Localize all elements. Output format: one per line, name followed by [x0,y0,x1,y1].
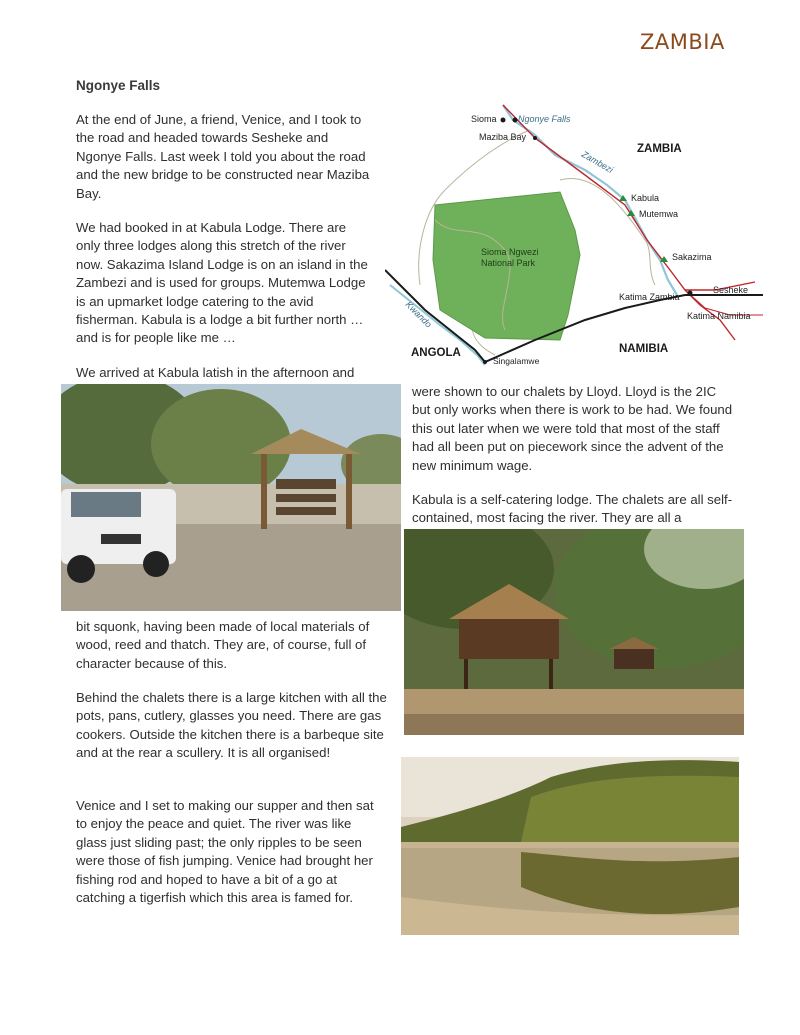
paragraph-character: bit squonk, having been made of local materials of wood, reed and thatch. They are, of course, full of character because of this. [76,619,370,671]
label-katima-zambia: Katima Zambia [619,292,680,302]
region-map [385,100,765,372]
country-header: ZAMBIA [640,30,725,54]
river-photo [401,757,739,935]
label-singalamwe: Singalamwe [493,356,540,366]
label-ngonye-falls: Ngonye Falls [518,114,571,124]
label-sesheke: Sesheke [713,285,749,295]
article-title: Ngonye Falls [76,78,161,93]
label-maziba-bay: Maziba Bay [479,132,527,142]
paragraph-kitchen: Behind the chalets there is a large kitchen with all the pots, pans, cutlery, glasses you need. There are gas cookers. Outside the kitchen there is a barbeque site and at the rear a scullery. It is all organised! [76,690,387,761]
label-katima-namibia: Katima Namibia [687,311,751,321]
paragraph-supper: Venice and I set to making our supper and then sat to enjoy the peace and quiet. The river was like glass just sliding past; the only ripples to be seen were those of fish jumping. Venice had brought her fishing rod and hoped to have a bit of a go at catching a tigerfish which this area is famed for. [76,798,374,906]
label-namibia: NAMIBIA [619,343,669,355]
label-park-line2: National Park [481,258,536,268]
paragraph-self-catering: Kabula is a self-catering lodge. The chalets are all self-contained, most facing the river. They are all a [412,492,733,526]
label-angola: ANGOLA [411,347,461,359]
lodge-entrance-photo [61,384,401,611]
paragraph-intro: At the end of June, a friend, Venice, and I took to the road and headed towards Sesheke and Ngonye Falls. Last week I told you about the road and the new bridge to be constructed near Maziba Bay. [76,112,370,201]
label-park-line1: Sioma Ngwezi [481,247,539,257]
label-kabula: Kabula [631,193,660,203]
label-mutemwa: Mutemwa [639,209,679,219]
label-sioma: Sioma [471,114,497,124]
paragraph-arrival-start: We arrived at Kabula latish in the afternoon and [76,365,355,380]
paragraph-lodges: We had booked in at Kabula Lodge. There are only three lodges along this stretch of the river now. Sakazima Island Lodge is on an island in the Zambezi and is used for groups. Mutemwa Lodge is an upmarket lodge catering to the avid fisherman. Kabula is a lodge a bit further north … and is for people like me … [76,220,368,346]
label-zambezi: Zambezi [580,149,615,175]
paragraph-arrival: were shown to our chalets by Lloyd. Lloyd is the 2IC but only works when there is work to be had. We found this out later when we were told that most of the staff had all been put on piecework since the advent of the new minimum wage. [412,384,733,473]
label-kwando: Kwando [403,299,434,330]
label-sakazima: Sakazima [672,252,712,262]
chalet-photo [404,529,744,735]
label-zambia: ZAMBIA [637,143,682,155]
